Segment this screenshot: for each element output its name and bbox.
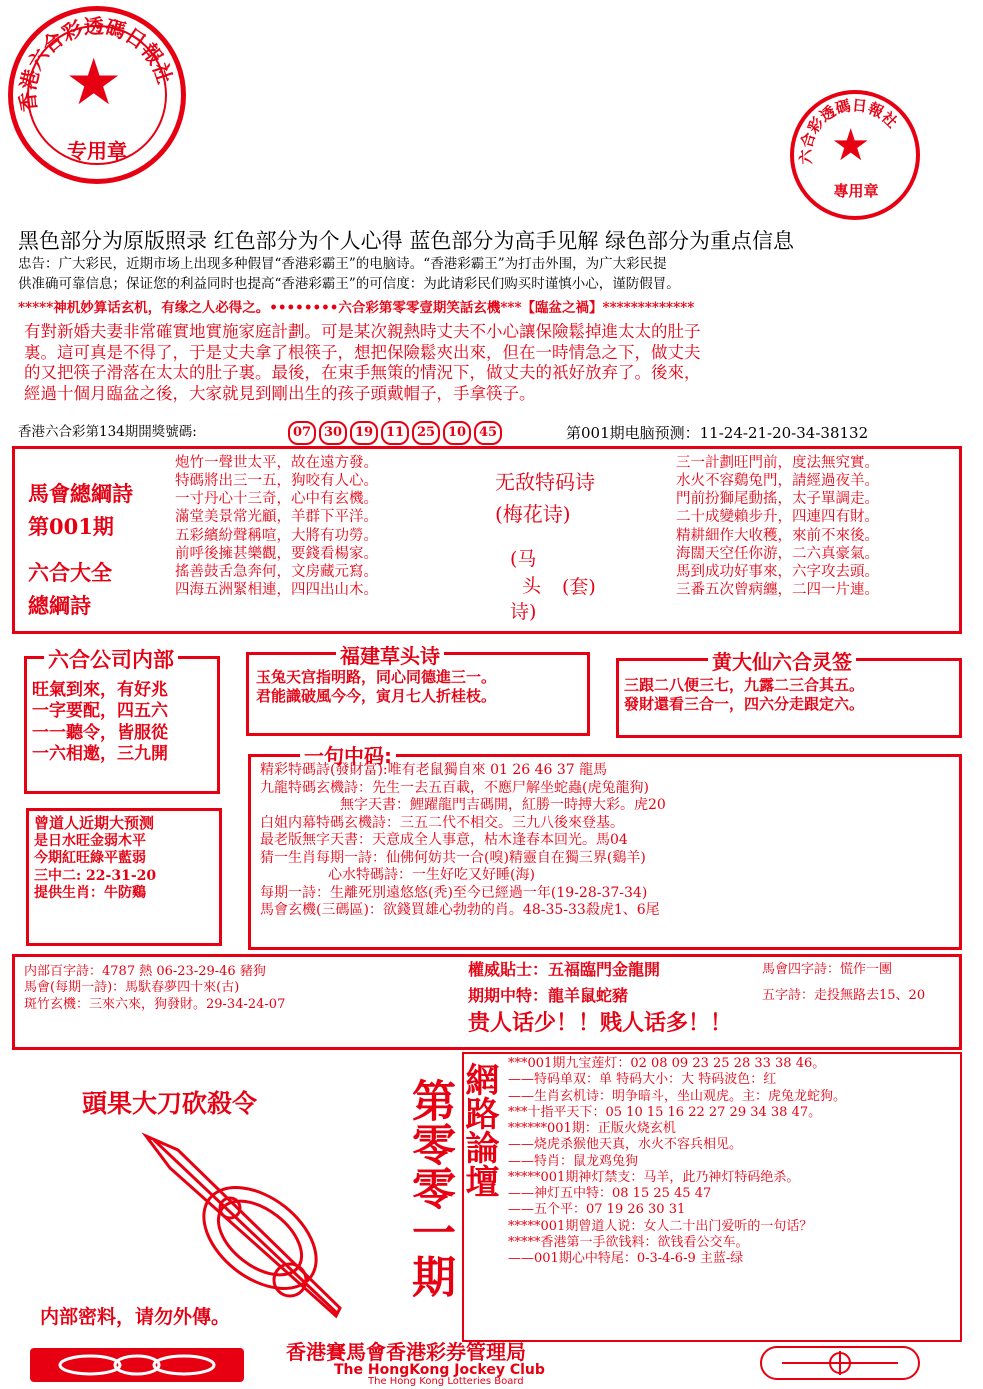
joke-title: *****神机妙算话玄机，有缘之人必得之。••••••••六合彩第零零壹期笑話玄機***【臨盆之禍】************* — [18, 300, 695, 316]
draw-ball: 07 — [288, 421, 316, 445]
draw-ball: 11 — [381, 421, 409, 445]
footer-right-emblem — [760, 1346, 920, 1380]
authority-line-1-side: 馬會四字詩：慌作一團 — [762, 962, 893, 977]
seal-label: 专用章 — [67, 139, 127, 163]
joke-line: 裏。這可真是不得了，于是丈夫拿了根筷子，想把保險鬆夾出來，但在一時情急之下，做丈夫 — [24, 342, 701, 362]
jockey-logo-icon — [30, 1348, 244, 1382]
color-legend: 黑色部分为原版照录 红色部分为个人心得 蓝色部分为高手见解 绿色部分为重点信息 — [18, 229, 795, 253]
dagger-icon — [140, 1128, 380, 1328]
authority-line-2: 期期中特：龍羊鼠蛇豬 — [468, 986, 629, 1005]
authority-line-2-side: 五字詩：走投無路去15、20 — [762, 988, 926, 1003]
forum-lines: ***001期九宝莲灯：02 08 09 23 25 28 33 38 46。 ——特码单双：单 特码大小：大 特码波色：红 ——生肖玄机诗：明争暗斗，坐山观虎。主：虎兔龙蛇狗。 ***十指平天下：05 10 15 16 22 27 29 34 38 47。 ******001期：正版火烧玄机 ——烧虎杀猴他天真，水火不容兵相见。 ——特肖：鼠龙鸡兔狗 *****001期神灯禁支：马羊，此乃神灯特码绝杀。 ——神灯五中特：08 15 25 45 47 ——五个平：07 19 26 30 31 *****001期曾道人说：女人二十出门爱听的一句话？ *****香港第一手欲钱料：欲钱看公交车。 ——001期心中特尾：0-3-4-6-9 主蓝-绿 — [508, 1056, 847, 1266]
poem-center-sub-set: (套) — [562, 576, 596, 598]
fujian-title: 福建草头诗 — [336, 640, 444, 669]
poem-center-title: 无敌特码诗 (梅花诗) — [495, 470, 595, 526]
zeng-lines: 曾道人近期大预测 是日水旺金弱木平 今期紅旺綠平藍弱 三中二: 22-31-20 提供生肖：牛防鷄 — [34, 814, 157, 902]
joke-line: 經過十個月臨盆之後，大家就見到剛出生的孩子頭戴帽子，手拿筷子。 — [24, 383, 536, 403]
svg-text:六合彩透碼日報社: 六合彩透碼日報社 — [796, 96, 902, 165]
poem-center-sub: (马 头 诗) — [510, 548, 542, 624]
draw-ball: 19 — [350, 421, 378, 445]
computer-prediction: 第001期电脑预测：11-24-21-20-34-38132 — [566, 424, 869, 442]
footer-cn: 香港賽馬會香港彩券管理局 — [286, 1340, 526, 1364]
draw-ball: 45 — [474, 421, 502, 445]
forum-vertical-sub: 網路論壇 — [459, 1062, 499, 1198]
company-lines: 旺氣到來，有好兆 一字要配，四五六 一一聽令，皆服從 一六相邀，三九開 — [32, 680, 168, 764]
notice-line-1: 忠告：广大彩民，近期市场上出现多种假冒“香港彩霸王”的电脑诗。“香港彩霸王”为打击外围，为广大彩民提 — [18, 256, 667, 272]
knife-title: 頭果大刀砍殺令 — [82, 1089, 258, 1118]
joke-text — [24, 322, 701, 405]
draw-ball: 10 — [443, 421, 471, 445]
company-title: 六合公司内部 — [44, 644, 178, 674]
forum-vertical-title: 第零零一期 — [404, 1078, 455, 1298]
star-icon: ★ — [65, 46, 123, 120]
joke-line: 有對新婚夫妻非常確實地實施家庭計劃。可是某次親熱時丈夫不小心讓保險鬆掉進太太的肚子 — [24, 322, 701, 341]
joke-line: 的又把筷子滑落在太太的肚子裏。最後，在束手無策的情況下，做丈夫的祇好放弃了。後來， — [24, 363, 701, 383]
huang-title: 黄大仙六合灵签 — [708, 646, 856, 675]
poem-mid-lines: 炮竹一聲世太平，故在遠方發。 特碼將出三一五，狗咬有人心。 一寸丹心十三奇，心中有玄機。 滿堂美景常光顧，羊群下平洋。 五彩繽紛聲稱喧，大將有功勞。 前呼後擁甚樂觀，要錢看楊家。 搖善鼓舌急奔何，文房藏元寫。 四海五洲緊相連，四四出山木。 — [175, 455, 378, 598]
bottom-left-lines: 内部百字詩：4787 熱 06-23-29-46 豬狗 馬會(每期一詩)：馬馱春夢四十來(古) 斑竹玄機：三來六來，狗發財。29-34-24-07 — [24, 964, 286, 1012]
fujian-lines: 玉兔天宫指明路，同心同德進三一。 君能識破風今今，寅月七人折桂枝。 — [256, 668, 497, 705]
poem-right-lines: 三一計劃旺門前，度法無究實。 水火不容鷄兔門，請經過夜羊。 門前扮獅尾動搖，太子單調走。 二十成變賴步升，四連四有財。 精耕細作大收穫，來前不來後。 海闊天空任你游，二六真豪氣。 馬到成功好事來，六字攻去頭。 三番五次曾病纏，二四一片連。 — [676, 455, 879, 598]
draw-label: 香港六合彩第134期開獎號碼: — [18, 424, 197, 440]
star-icon: ★ — [831, 120, 871, 171]
footer-en1: The HongKong Jockey Club — [334, 1362, 545, 1378]
footer-en2: The Hong Kong Lotteries Board — [368, 1376, 524, 1387]
svg-text:香港六合彩透碼日報社: 香港六合彩透碼日報社 — [15, 14, 177, 113]
draw-ball: 30 — [319, 421, 347, 445]
huang-lines: 三跟二八便三七，九露二三合其五。 發財還看三合一，四六分走跟定六。 — [624, 676, 865, 713]
yiju-lines: 精彩特碼詩(發財富):唯有老鼠獨自來 01 26 46 37 龍馬 九龍特碼玄機詩：先生一去五百載，不應尸解坐蛇蟲(虎兔龍狗) 無字天書：鯉躍龍門吉碼開，紅勝一時搏大彩。虎20 白姐内幕特碼玄機詩：三五二代不相交。三九八後來登基。 最老版無字天書：天意成全人事意，枯木逢春本回光。馬04 猜一生肖每期一詩：仙佛何妨共一合(嗅)精靈自在獨三界(鷄羊) 心水特碼詩：一生好吃又好睡(海) 每期一詩：生離死別遠悠悠(秃)至今已經過一年(19-28-37-34) 馬會玄機(三碼區)：欲錢買雄心勃勃的肖。48-35-33殺虎1、6尾 — [260, 762, 666, 918]
official-seal-left — [8, 6, 186, 184]
seal-label: 專用章 — [833, 182, 879, 200]
knife-footer: 内部密料，请勿外傳。 — [40, 1306, 231, 1328]
authority-line-1: 權威貼士：五福臨門金龍開 — [468, 960, 661, 979]
yiju-title: 一句中码: — [300, 740, 396, 769]
draw-balls — [288, 421, 505, 445]
footer-left-logo — [30, 1348, 244, 1382]
authority-slogan: 贵人话少！！贱人话多！！ — [468, 1011, 733, 1036]
notice-line-2: 供准确可靠信息；保证您的利益同时也提高“香港彩霸王”的可信度：为此请彩民们购买时谨慎小心，谨防假冒。 — [18, 276, 680, 292]
emblem-icon — [762, 1348, 918, 1378]
poem-left-title: 馬會總綱詩 第001期 六合大全 總綱詩 — [28, 481, 133, 618]
draw-ball: 25 — [412, 421, 440, 445]
official-seal-right — [790, 90, 920, 220]
